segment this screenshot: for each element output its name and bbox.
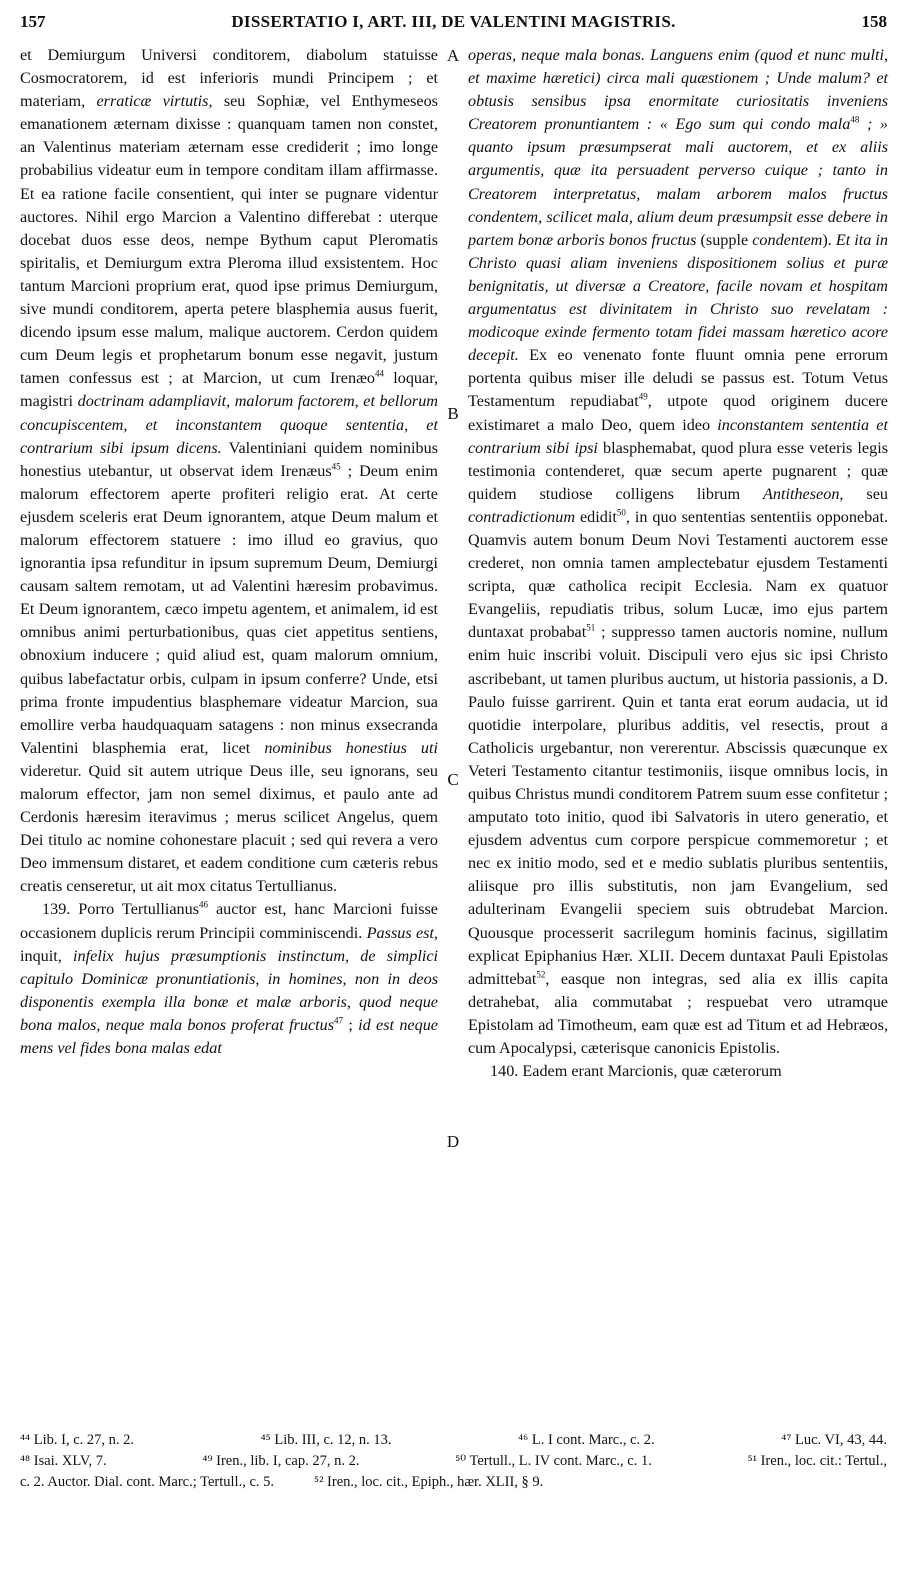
italic-run: inconstantem sententia et contrarium sibi ipsi: [468, 415, 888, 457]
italic-run: contradictionum: [468, 507, 576, 526]
paragraph: [468, 44, 888, 1060]
text-run: ;: [343, 1015, 359, 1034]
footnote-ref: 48: [850, 114, 860, 125]
text-run: seu Sophiæ, vel Enthymeseos emanationem æternam dixisse : quanquam tamen non constet, an Valentinus materiam æternam esse crediderit ; imo longe probabilius videatur eum in tempore conditam illam affirmasse. Et ea ratione facile consentient, qui inter se pugnare videntur auctores. Nihil ergo Marcion a Valentino differebat : uterque docebat duos esse deos, nempe Bythum caput Pleromatis spiritalis, et Demiurgum extra Pleroma illud exsistentem. Hoc tantum Marcioni proprium erat, quod ipse primus Demiurgum, sive mundi conditorem, aperta petere blasphemia ausus fuerit, dicendo ipsum esse malum, malique auctorem. Cerdon quidem cum Deum legis et prophetarum bonum esse negavit, justum tamen confessus est ; at Marcion, ut cum Irenæo: [20, 92, 438, 388]
text-run: edidit: [575, 507, 617, 526]
footnote-ref: 52: [536, 969, 546, 980]
margin-letter-c: C: [447, 770, 459, 789]
italic-run: operas, neque mala bonas. Languens enim (quod et nunc multi, et maxime hæretici) circa mali quæstionem ; Unde malum? et obtusis sensibus ipsa enormitate curiositatis inveniens Creatorem pronuntiantem : « Ego sum qui condo mala: [468, 46, 888, 134]
text-run: (supple: [696, 230, 753, 249]
footnote-46: ⁴⁶ L. I cont. Marc., c. 2.: [518, 1432, 655, 1448]
footnote-51-continued: c. 2. Auctor. Dial. cont. Marc.; Tertull., c. 5.: [20, 1474, 275, 1490]
text-run: videretur. Quid sit autem utrique Deus ille, seu ignorans, seu malorum effector, jam non semel diximus, et paulo ante ad Cerdonis hæresim iteravimus ; merus scilicet Angelus, quem Dei titulo ac nomine cohonestare placuit ; sed qui revera a vero Deo immensum distaret, et eadem conditione cum cæteris rebus creatis censeretur, ut ait mox citatus Tertullianus.: [20, 761, 438, 896]
text-run: loquar, magistri: [20, 369, 438, 411]
text-run: , utpote quod originem ducere existimaret a malo Deo, quem ideo: [468, 392, 888, 434]
text-run: blasphemabat, quod plura esse veteris legis testimonia contenderet, quæ secum aperte pugnarent ; quæ quidem studiose colligens librum: [468, 438, 888, 503]
text-run: ).: [822, 230, 836, 249]
footnote-line: [20, 1451, 887, 1472]
text-run: , easque non integras, sed alia ex illis capita detrahebat, alia commutabat ; respuebat vero utramque Epistolam ad Timotheum, eam quæ est ad Titum et ad Hebræos, cum Apocalypsi, cæterisque canonicis Epistolis.: [468, 969, 888, 1058]
footnote-44: ⁴⁴ Lib. I, c. 27, n. 2.: [20, 1432, 135, 1448]
italic-run: erraticæ virtutis,: [96, 92, 213, 111]
footnote-line: [20, 1472, 887, 1493]
text-run: seu: [843, 484, 888, 503]
footnote-ref: 50: [616, 507, 626, 518]
running-title: DISSERTATIO I, ART. III, DE VALENTINI MAGISTRIS.: [231, 12, 676, 31]
footnote-ref: 51: [586, 622, 596, 633]
italic-run: Et ita in Christo quasi aliam inveniens dispositionem solius et puræ benignitatis, ut diversæ a Creatore, facile novam et hospitam argumentatus est divinitatem in Christo suo revelatam : modicoque exinde fermento totam fidei massam hæretico acore decepit.: [468, 230, 889, 365]
footnote-ref: 47: [334, 1015, 344, 1026]
margin-letter-a: A: [446, 46, 460, 65]
footnote-50: ⁵⁰ Tertull., L. IV cont. Marc., c. 1.: [455, 1453, 652, 1469]
italic-run: Passus est,: [366, 923, 438, 942]
text-run: , in quo sententias sententiis opponebat. Quamvis autem bonum Deum Novi Testamenti auctorem esse crederet, non omnia tamen amplectebatur ejusdem Testamenti scripta, quæ catholica recipit Ecclesia. Nam ex quatuor Evangeliis, repudiatis tribus, solum Lucæ, imo ejus partem duntaxat probabat: [468, 507, 888, 642]
running-header: [20, 12, 887, 40]
right-column: [468, 44, 888, 1083]
page-number-right: 158: [861, 12, 887, 31]
italic-run: Antitheseon,: [762, 484, 844, 503]
italic-run: condentem: [752, 230, 823, 249]
text-run: ; Deum enim malorum effectorem aperte profiteri religio erat. At certe ejusdem sceleris erat Deum ignorantem, atque Deum malum et malorum effectorem statuere : imo illud eo gravius, quo ignorantia ipsa refunditur in ipsum supremum Deum, Demiurgi causam saltem remotam, ut ad Valentini hæresim probavimus. Et Deum ignorantem, cæco impetu agentem, et animalem, id est omnibus animi perturbationibus, quas ciet appetitus sentiens, obnoxium inducere ; quid aliud est, quam malorum omnium, quibus labefactatur orbis, culpam in ipsum conferre? Unde, etsi prima fronte impudentius blasphemare videatur Marcion, sua emollire verba haudquaquam satagens : non minus exsecranda Valentini blasphemia erat, licet: [20, 461, 438, 757]
footnote-51: ⁵¹ Iren., loc. cit.: Tertul.,: [747, 1453, 887, 1469]
footnote-ref: 45: [331, 461, 341, 472]
text-run: inquit,: [20, 946, 74, 965]
footnote-52: ⁵² Iren., loc. cit., Epiph., hær. XLII, § 9.: [314, 1474, 544, 1490]
footnote-ref: 44: [374, 368, 384, 379]
margin-letter-b: B: [447, 404, 459, 423]
text-run: auctor est, hanc Marcioni fuisse occasionem duplicis rerum Principii comminiscendi.: [20, 900, 438, 942]
footnote-line: [20, 1430, 887, 1451]
text-run: ; suppresso tamen auctoris nomine, nullum enim huic inscribi voluit. Discipuli vero ejus sic ipsi Christo ascribebant, ut tamen pluribus auctum, ut historia passionis, a D. Paulo fuisse garrirent. Quin et tanta erat eorum audacia, ut id quotidie interpolare, pluribus additis, vel resectis, prout a Catholicis urgebantur, non vererentur. Abscissis quæcunque ex Veteri Testamento citantur testimoniis, iisque omnibus locis, in quibus Christus mundi conditorem Patrem suum esse confitetur ; amputato toto initio, quod ibi Salvatoris in utero generatio, et ejusdem adventus cum corpore perspicue commemoretur ; et nec ex initio modo, sed et e medio sublatis pluribus sententiis, aliisque pro illis substitutis, non jam Evangelium, sed adulterinam Evangelii speciem suis obtrudebat Marcion. Quousque processerit sacrilegum hominis facinus, sigillatim explicat Epiphanius Hær. XLII. Decem duntaxat Pauli Epistolas admittebat: [468, 623, 888, 988]
text-run: et Demiurgum Universi conditorem, diabolum statuisse Cosmocratorem, id est inferioris mundi Principem ; et materiam,: [20, 46, 438, 111]
text-run: 139. Porro Tertullianus: [42, 900, 200, 919]
margin-letter-d: D: [446, 1132, 460, 1151]
footnote-ref: 49: [638, 392, 648, 403]
footnotes: [20, 1430, 887, 1493]
footnote-45: ⁴⁵ Lib. III, c. 12, n. 13.: [260, 1432, 392, 1448]
footnote-ref: 46: [199, 900, 209, 911]
footnote-47: ⁴⁷ Luc. VI, 43, 44.: [781, 1432, 887, 1448]
italic-run: doctrinam adampliavit, malorum factorem, et bellorum concupiscentem, et inconstantem quoque sententia, et contrarium sibi ipsum dicens.: [20, 392, 438, 457]
paragraph-140: [468, 1060, 888, 1083]
italic-run: id est neque mens vel fides bona malas edat: [20, 1015, 438, 1058]
italic-run: infelix hujus præsumptionis instinctum, de simplici capitulo Dominicæ pronuntiationis, in homines, non in deos disponentis exempla illa bonæ et malæ arboris, quod neque bona malos, neque mala bonos proferat fructus: [20, 946, 439, 1034]
paragraph: [20, 44, 438, 898]
text-run: Valentiniani quidem nominibus honestius utebantur, ut observat idem Irenæus: [20, 438, 438, 480]
paragraph-139: [20, 898, 438, 1060]
page-number-left: 157: [20, 12, 46, 31]
footnote-49: ⁴⁹ Iren., lib. I, cap. 27, n. 2.: [202, 1453, 360, 1469]
footnote-48: ⁴⁸ Isai. XLV, 7.: [20, 1453, 107, 1469]
italic-run: nominibus honestius uti: [264, 738, 438, 757]
text-run: Ex eo venenato fonte fluunt omnia pene errorum portenta quibus miser ille deludi se passus est. Totum Vetus Testamentum repudiabat: [468, 346, 888, 411]
italic-run: ; » quanto ipsum præsumpserat mali auctorem, et ex aliis argumentis, quæ ita persuadent perverso cuique ; tanto in Creatorem interpretatus, malam arborem malos fructus condentem, scilicet mala, alium deum præsumpsit esse debere in partem bonæ arboris bonos fructus: [468, 115, 888, 249]
left-column: [20, 44, 438, 1060]
text-run: 140. Eadem erant Marcionis, quæ cæterorum: [490, 1062, 782, 1081]
